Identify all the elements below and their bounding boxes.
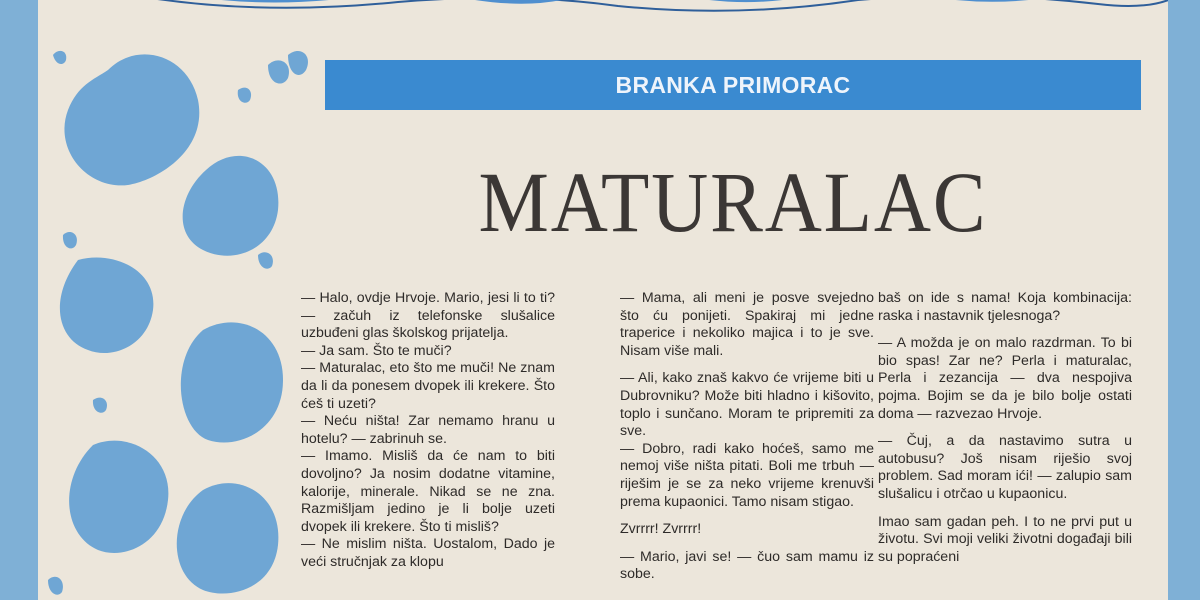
paragraph: — Čuj, a da nastavimo sutra u autobusu? Još nisam riješio svoj problem. Sad moram ići! — zalupio sam slušalicu i otrčao u kupaonicu. [878,433,1132,502]
text-column-3 [878,290,1132,566]
paragraph: — Mario, javi se! — čuo sam mamu iz sobe. [620,548,874,583]
author-banner [325,60,1141,110]
text-column-1 [301,290,555,572]
paragraph: — Neću ništa! Zar nemamo hranu u hotelu? — zabrinuh se. [301,413,555,447]
heart-decoration [38,0,338,600]
text-column-2 [620,290,874,584]
paragraph: — Mama, ali meni je posve svejedno što ću ponijeti. Spakiraj mi jedne traperice i nekoliko majica i to je sve. Nisam više mali. [620,290,874,359]
paragraph: baš on ide s nama! Koja kombinacija: raska i nastavnik tjelesnoga? [878,290,1132,324]
paragraph: — Dobro, radi kako hoćeš, samo me nemoj više ništa pitati. Boli me trbuh — riješim je se za neko vrijeme krenuvši prema kupaonici. Tamo nisam stigao. [620,440,874,510]
article-title: MATURALAC [478,154,988,250]
paragraph: — Halo, ovdje Hrvoje. Mario, jesi li to ti? — začuh iz telefonske slušalice uzbuđeni glas školskog prijatelja. [301,290,555,342]
paragraph: — Maturalac, eto što me muči! Ne znam da li da ponesem dvopek ili krekere. Što ćeš ti uzeti? [301,360,555,412]
author-name: BRANKA PRIMORAC [615,71,851,98]
paragraph: — A možda je on malo razdrman. To bi bio spas! Zar ne? Perla i maturalac, Perla i zezancija — dva nespojiva pojma. Bojim se da je bilo bolje ostati doma — razvezao Hrvoje. [878,335,1132,422]
newspaper-page [38,0,1168,600]
paragraph: — Imamo. Misliš da će nam to biti dovoljno? Ja nosim dodatne vitamine, kalorije, minerale. Nikad se ne zna. Razmišljam jedino je li bolje uzeti dvopek ili krekere. Što ti misliš? [301,448,555,535]
paragraph: Zvrrrr! Zvrrrr! [620,521,702,538]
paragraph: — Ja sam. Što te muči? [301,342,452,359]
paragraph: — Ne mislim ništa. Uostalom, Dado je veći stručnjak za klopu [301,536,555,570]
paragraph: — Ali, kako znaš kakvo će vrijeme biti u Dubrovniku? Može biti hladno i kišovito, toplo i sunčano. Moram te pripremiti za sve. [620,370,874,440]
paragraph: Imao sam gadan peh. I to ne prvi put u životu. Svi moji veliki životni događaji bili su popraćeni [878,513,1132,565]
